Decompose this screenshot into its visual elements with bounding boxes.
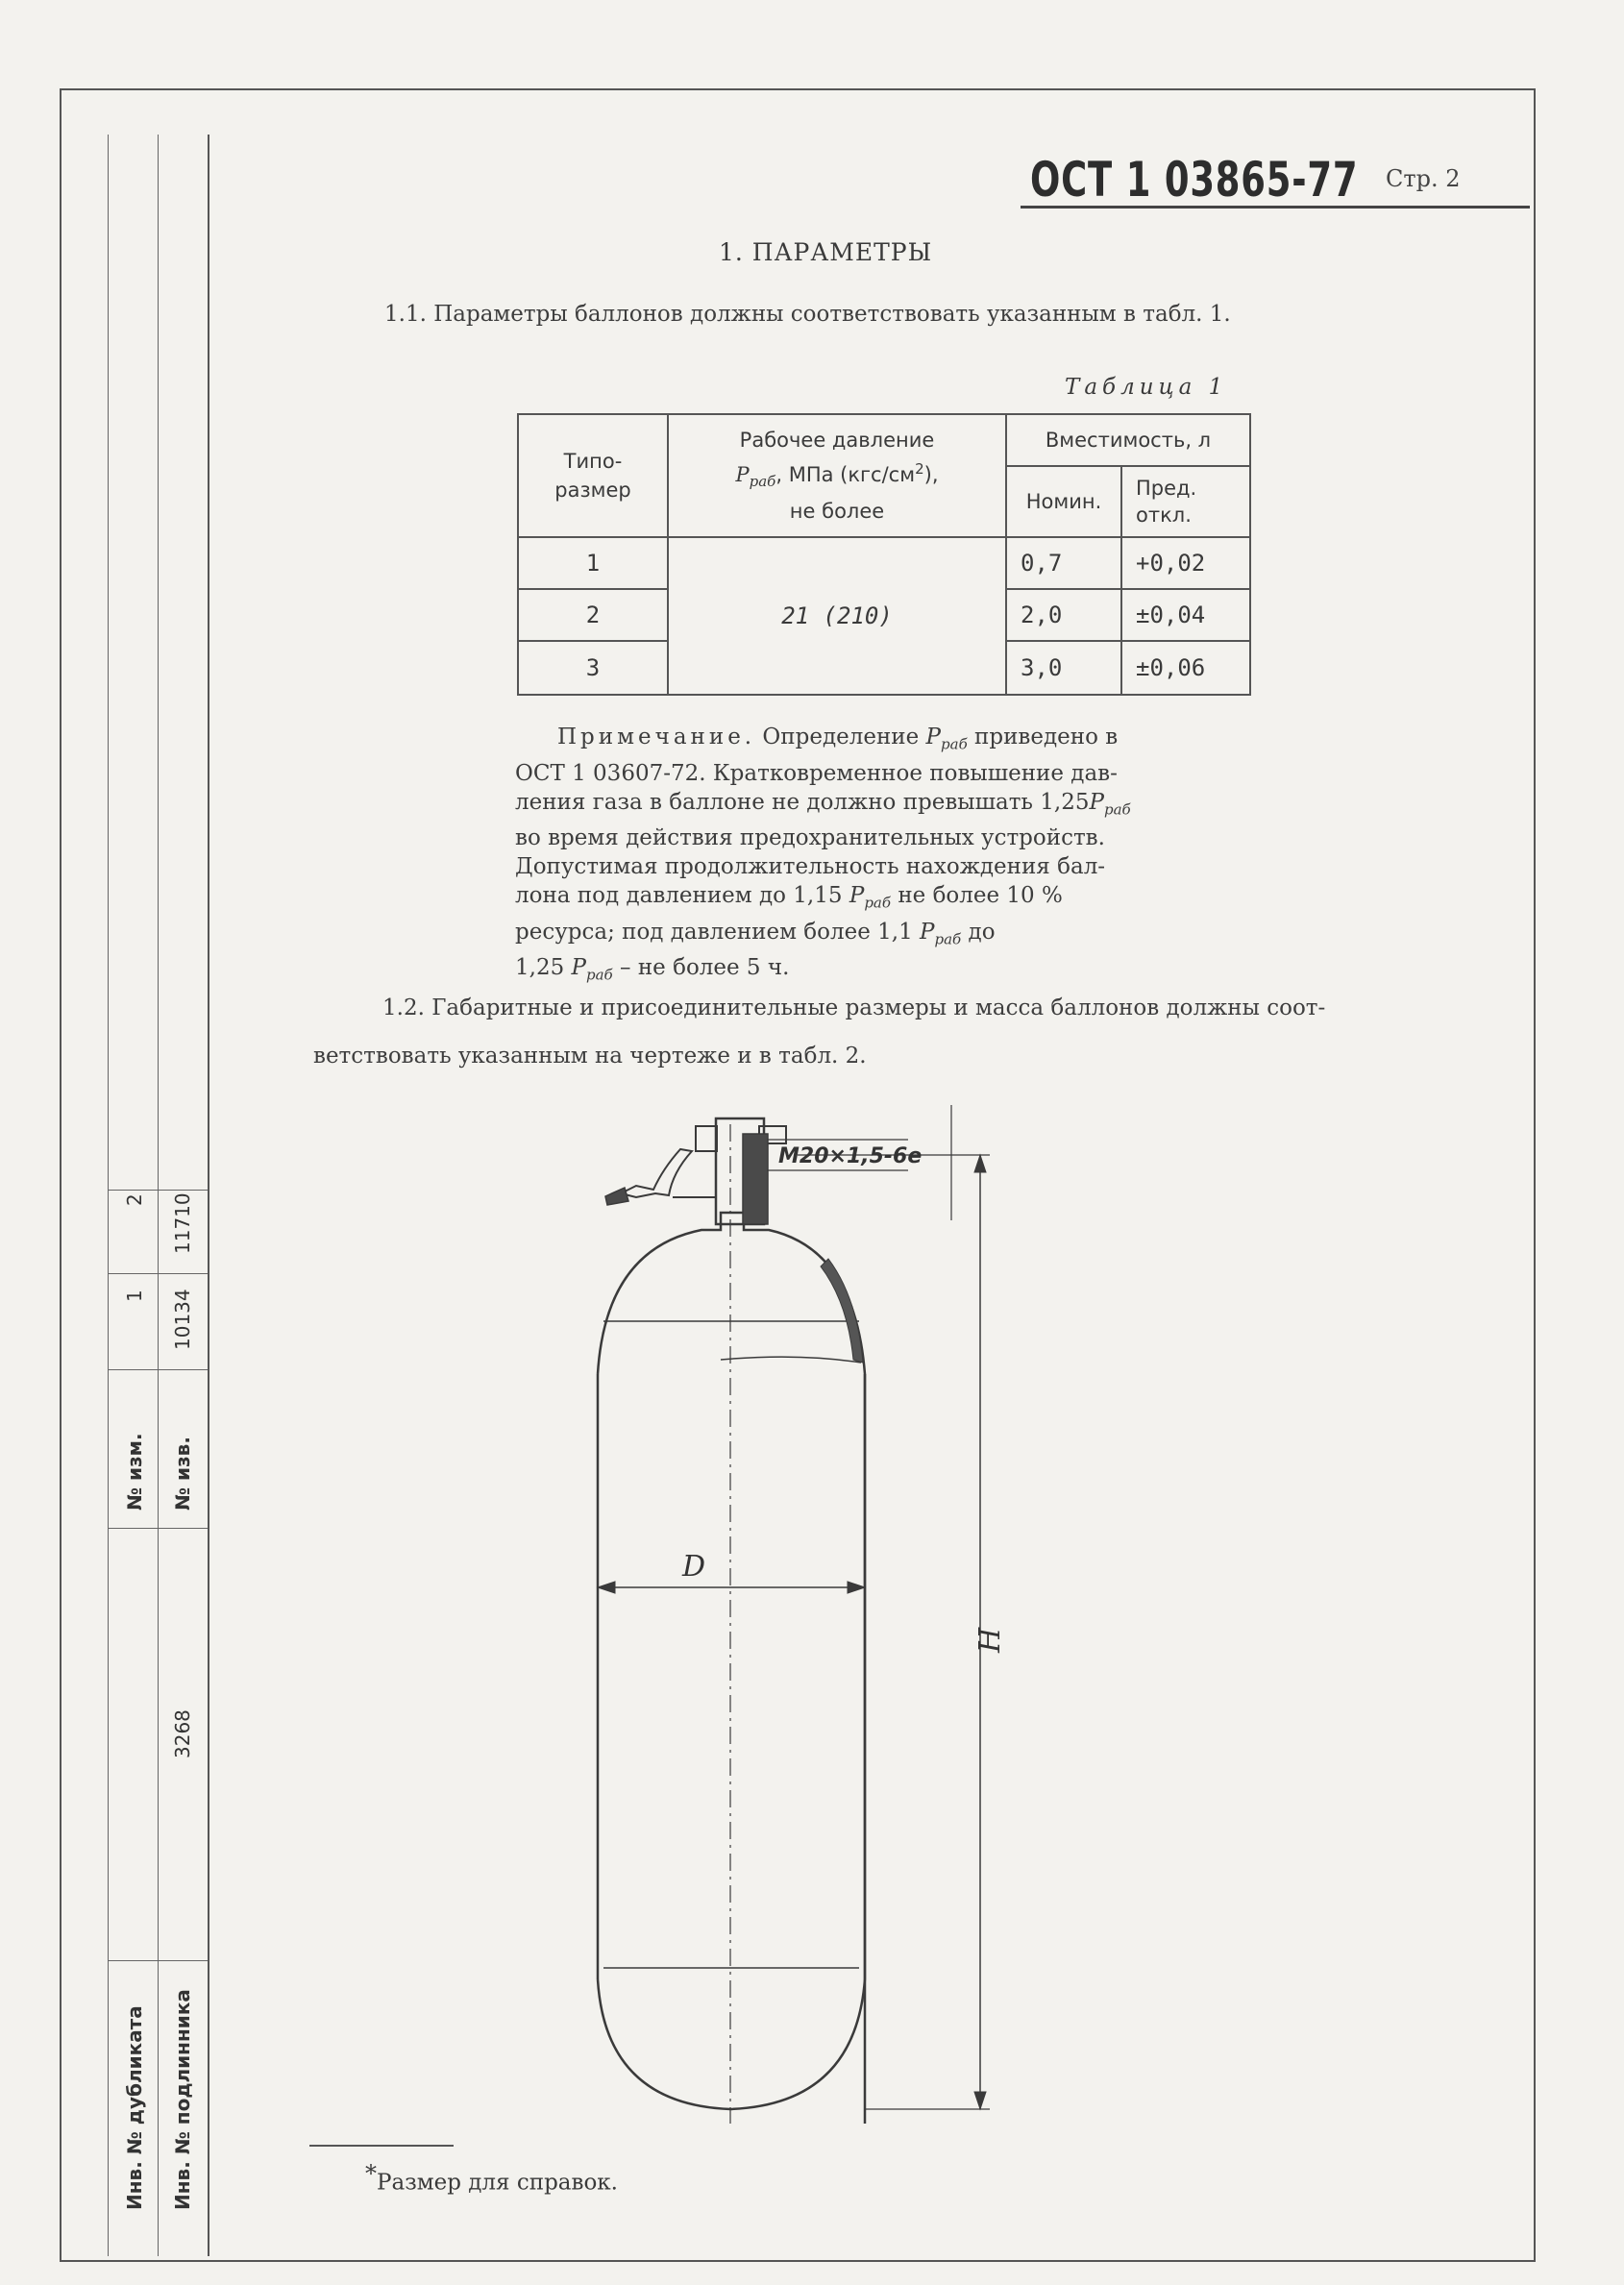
header-volume: Вместимость, л [1006, 414, 1250, 466]
header-pressure: Рабочее давление $P_{раб}$, МПа $(кгс/см^2)$, не более [668, 414, 1006, 537]
paragraph-1-2-line1: 1.2. Габаритные и присоединительные размеры и масса баллонов должны соот- [382, 995, 1326, 1020]
header-tipo: Типо- размер [518, 414, 668, 537]
threaded-neck [743, 1134, 768, 1224]
header-pred: Пред. откл. [1121, 466, 1250, 537]
strip-cell-line [108, 1273, 208, 1274]
wall-section-hatch [821, 1259, 863, 1363]
valve-handle [621, 1149, 692, 1197]
izm-label: № изм. [123, 1433, 146, 1511]
handle-knob [605, 1188, 628, 1205]
strip-cell-line [108, 1190, 208, 1191]
header-underline [1021, 206, 1530, 209]
section-title: 1. ПАРАМЕТРЫ [719, 238, 933, 266]
podlinnik-value: 3268 [171, 1709, 194, 1758]
cylinder-outline-top [598, 1213, 865, 2124]
izv-label: № изв. [171, 1437, 194, 1511]
izv-value-1: 10134 [171, 1289, 194, 1350]
header-nomin: Номин. [1006, 466, 1121, 537]
valve-cap [696, 1126, 717, 1151]
strip-line [158, 135, 159, 2256]
thread-label: M20×1,5-6e [778, 1144, 923, 1168]
footnote-rule [309, 2145, 454, 2147]
paragraph-1-2-line2: ветствовать указанным на чертеже и в табл. 2. [313, 1044, 867, 1069]
strip-line [108, 135, 109, 2256]
document-code: ОСТ 1 03865-77 [1030, 152, 1359, 208]
footnote: *Размер для справок. [365, 2160, 618, 2196]
strip-cell-line [108, 1960, 208, 1961]
arrow-icon [848, 1582, 865, 1593]
table-note: Примечание. Определение $P_{раб}$ приведено в ОСТ 1 03607-72. Кратковременное повышение дав- ления газа в баллоне не должно превышать $1,25P_{раб}$ во время действия предохранительных устройств. Допустимая продолжительность нахождения бал- лона под давлением до 1,15 $P_{раб}$ не более 10 % ресурса; под давлением более 1,1 $P_{раб}$ до 1,25 $P_{раб}$ – не более 5 ч. [515, 725, 1131, 984]
izm-value-1: 1 [123, 1290, 146, 1302]
page-number: Стр. 2 [1386, 165, 1461, 192]
arrow-icon [598, 1582, 615, 1593]
note-label: Примечание. [557, 725, 756, 749]
strip-cell-line [108, 1369, 208, 1370]
arrow-icon [974, 1155, 986, 1172]
izv-value-2: 11710 [171, 1192, 194, 1254]
dublikat-label: Инв. № дубликата [123, 2005, 146, 2210]
paragraph-1-1: 1.1. Параметры баллонов должны соответствовать указанным в табл. 1. [384, 302, 1231, 327]
cylinder-bottom [598, 1979, 865, 2109]
cylinder-drawing [577, 1105, 1038, 2124]
strip-cell-line [108, 1528, 208, 1529]
arrow-icon [974, 2092, 986, 2109]
diameter-label: D [682, 1550, 706, 1584]
table-caption: Таблица 1 [1065, 375, 1228, 400]
height-label: H [973, 1627, 1007, 1653]
izm-value-2: 2 [123, 1193, 146, 1206]
table-row: 3 3,0 ±0,06 [518, 641, 1250, 695]
section-line [721, 1357, 861, 1363]
parameters-table [517, 413, 1251, 696]
table-row: 1 21 (210) 0,7 +0,02 [518, 537, 1250, 589]
podlinnik-label: Инв. № подлинника [171, 1989, 194, 2210]
table-row: 2 2,0 ±0,04 [518, 589, 1250, 641]
pressure-value: 21 (210) [668, 537, 1006, 695]
